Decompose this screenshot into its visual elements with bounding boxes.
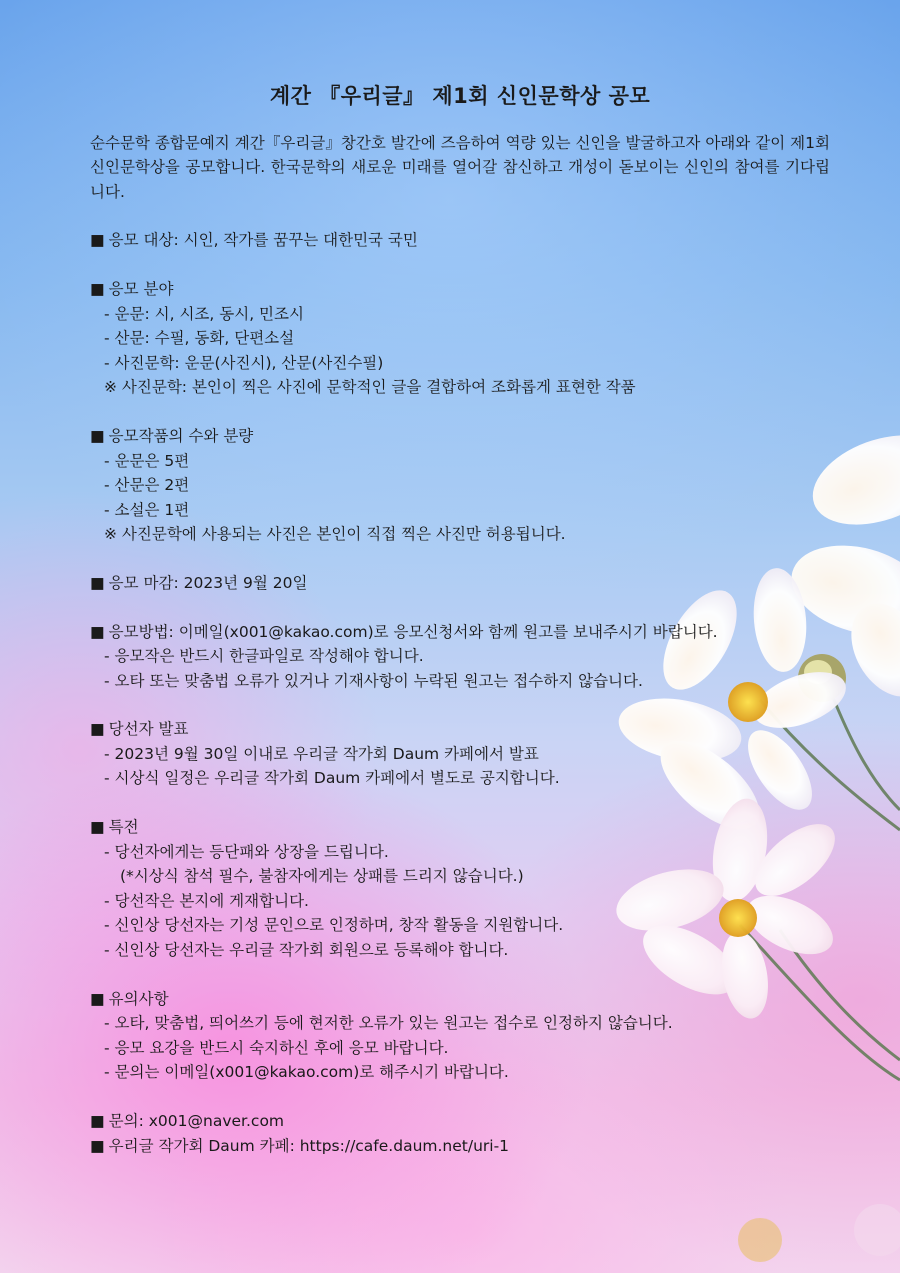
list-item: - 2023년 9월 30일 이내로 우리글 작가회 Daum 카페에서 발표	[104, 744, 539, 763]
square-bullet-icon: ■	[90, 989, 105, 1008]
section-benefits	[90, 815, 830, 963]
section-notes	[90, 987, 830, 1085]
page-title: 계간 『우리글』 제1회 신인문학상 공모	[269, 84, 651, 108]
section-field	[90, 277, 830, 400]
list-item: - 운문: 시, 시조, 동시, 민조시	[104, 304, 304, 323]
list-item: - 응모작은 반드시 한글파일로 작성해야 합니다.	[104, 647, 424, 666]
list-note: ※ 사진문학: 본인이 찍은 사진에 문학적인 글을 결합하여 조화롭게 표현한 작품	[104, 378, 636, 397]
section-heading: 유의사항	[108, 989, 169, 1008]
square-bullet-icon: ■	[90, 1112, 105, 1130]
section-heading: 특전	[108, 818, 139, 837]
square-bullet-icon: ■	[90, 279, 105, 298]
inquiry-email[interactable]: 문의: x001@naver.com	[108, 1112, 285, 1130]
square-bullet-icon: ■	[90, 818, 105, 837]
section-contact	[90, 1109, 830, 1158]
section-heading: 응모 마감: 2023년 9월 20일	[108, 573, 308, 592]
list-item: - 시상식 일정은 우리글 작가회 Daum 카페에서 별도로 공지합니다.	[104, 769, 560, 788]
list-item: - 당선자에게는 등단패와 상장을 드립니다.	[104, 842, 389, 861]
list-item: - 신인상 당선자는 우리글 작가회 회원으로 등록해야 합니다.	[104, 941, 509, 960]
section-heading: 당선자 발표	[108, 720, 189, 739]
section-heading: 응모 분야	[108, 279, 174, 298]
list-item: - 운문은 5편	[104, 451, 190, 470]
square-bullet-icon: ■	[90, 231, 105, 250]
square-bullet-icon: ■	[90, 1136, 105, 1155]
contest-notice	[90, 84, 830, 1158]
list-note: ※ 사진문학에 사용되는 사진은 본인이 직접 찍은 사진만 허용됩니다.	[104, 525, 566, 544]
section-target	[90, 228, 830, 253]
square-bullet-icon: ■	[90, 622, 105, 641]
section-heading: 응모작품의 수와 분량	[108, 426, 254, 445]
list-item: - 응모 요강을 반드시 숙지하신 후에 응모 바랍니다.	[104, 1038, 449, 1057]
list-item: - 오타 또는 맞춤법 오류가 있거나 기재사항이 누락된 원고는 접수하지 않습니다.	[104, 671, 643, 690]
list-item: - 산문: 수필, 동화, 단편소설	[104, 329, 295, 348]
section-heading: 응모방법: 이메일(x001@kakao.com)로 응모신청서와 함께 원고를 보내주시기 바랍니다.	[108, 622, 718, 641]
list-item: - 사진문학: 운문(사진시), 산문(사진수필)	[104, 353, 384, 372]
section-deadline	[90, 571, 830, 596]
cafe-link[interactable]: 우리글 작가회 Daum 카페: https://cafe.daum.net/uri-1	[108, 1136, 510, 1155]
section-heading: 응모 대상: 시인, 작가를 꿈꾸는 대한민국 국민	[108, 231, 418, 250]
list-item: - 신인상 당선자는 기성 문인으로 인정하며, 창작 활동을 지원합니다.	[104, 916, 564, 935]
list-item: - 문의는 이메일(x001@kakao.com)로 해주시기 바랍니다.	[104, 1063, 509, 1082]
square-bullet-icon: ■	[90, 720, 105, 739]
list-item: - 산문은 2편	[104, 476, 190, 495]
section-announce	[90, 717, 830, 791]
list-item: - 오타, 맞춤법, 띄어쓰기 등에 현저한 오류가 있는 원고는 접수로 인정하지 않습니다.	[104, 1014, 673, 1033]
square-bullet-icon: ■	[90, 426, 105, 445]
section-quantity	[90, 424, 830, 547]
list-item: - 당선작은 본지에 게재합니다.	[104, 891, 309, 910]
square-bullet-icon: ■	[90, 573, 105, 592]
intro-paragraph: 순수문학 종합문예지 계간『우리글』창간호 발간에 즈음하여 역량 있는 신인을 발굴하고자 아래와 같이 제1회 신인문학상을 공모합니다. 한국문학의 새로운 미래를 열어갈 참신하고 개성이 돋보이는 신인의 참여를 기다립니다.	[90, 133, 830, 201]
list-item: - 소설은 1편	[104, 500, 190, 519]
section-method	[90, 620, 830, 694]
list-note: (*시상식 참석 필수, 불참자에게는 상패를 드리지 않습니다.)	[120, 867, 524, 886]
